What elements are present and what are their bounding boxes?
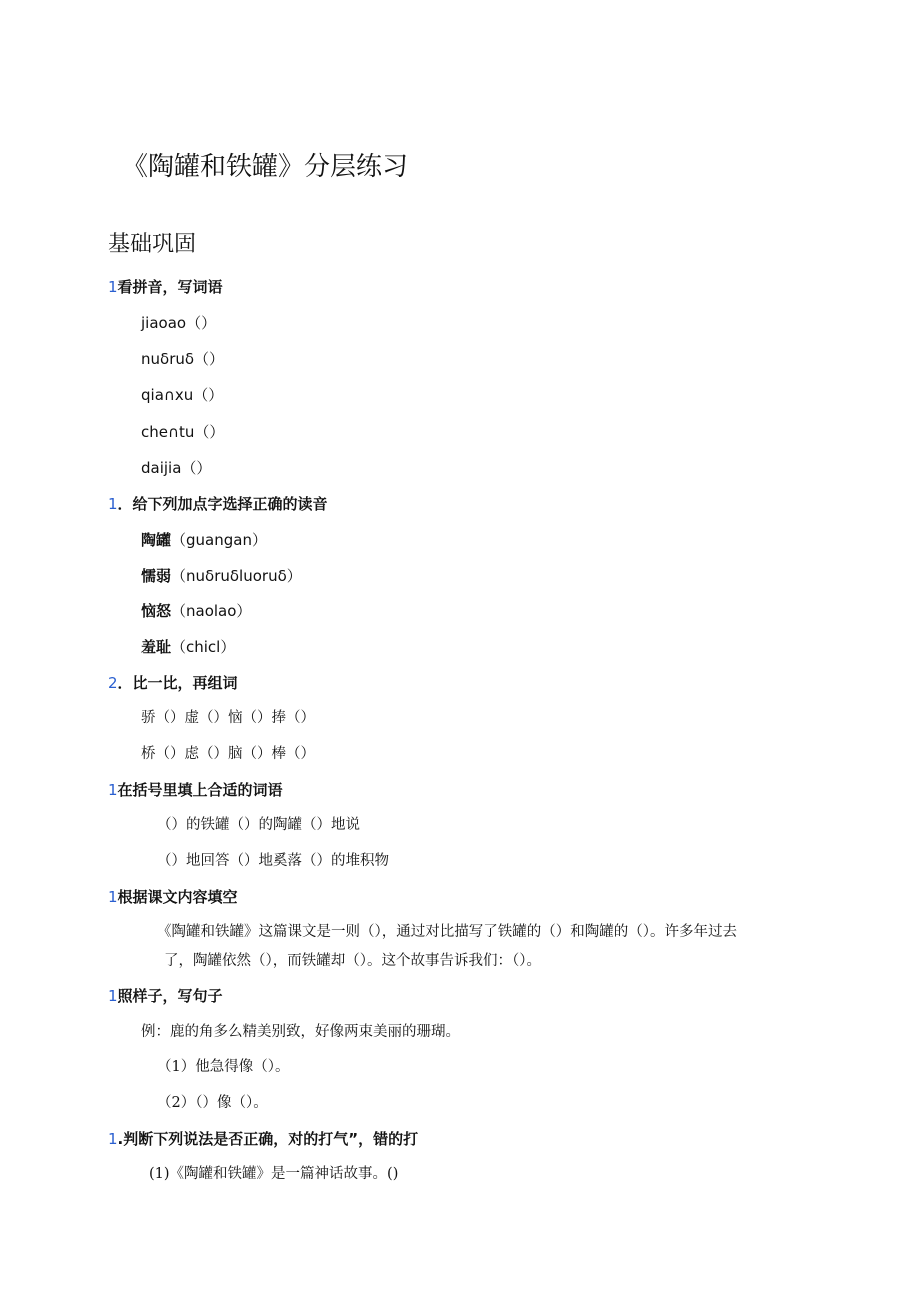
example-sentence: 例：鹿的角多么精美别致，好像两束美丽的珊瑚。	[141, 1024, 460, 1040]
reading-word: 恼怒	[141, 602, 172, 620]
pinyin-item: jiaoao（）	[141, 314, 217, 332]
question-number: 2	[108, 674, 118, 692]
reading-word: 羞耻	[141, 638, 172, 656]
reading-word: 懦弱	[141, 567, 172, 585]
sentence-item: （2）（）像（）。	[157, 1095, 268, 1111]
reading-options: （guangan）	[171, 531, 267, 549]
question-5-title	[108, 887, 238, 907]
reading-item	[141, 530, 267, 550]
pinyin-item: nuδruδ（）	[141, 350, 225, 368]
question-number: 1	[108, 278, 118, 296]
pinyin-item: daijia（）	[141, 459, 212, 477]
passage-line: 了，陶罐依然（），而铁罐却（）。这个故事告诉我们：（）。	[164, 953, 541, 969]
question-text: ．比一比，再组词	[117, 674, 238, 692]
reading-item	[141, 601, 251, 621]
question-number: 1	[108, 987, 118, 1005]
fill-row: （）的铁罐（）的陶罐（）地说	[157, 817, 360, 833]
question-text: ．给下列加点字选择正确的读音	[117, 495, 328, 513]
reading-item	[141, 566, 302, 586]
pinyin-item: che∩tu（）	[141, 423, 225, 441]
pinyin-item: qia∩xu（）	[141, 386, 224, 404]
judge-item: (1)《陶罐和铁罐》是一篇神话故事。()	[149, 1166, 399, 1182]
reading-options: （chicl）	[171, 638, 236, 656]
reading-options: （naolao）	[171, 602, 252, 620]
question-text: 照样子，写句子	[117, 987, 223, 1005]
question-2-title	[108, 494, 328, 514]
question-number: 1	[108, 1130, 118, 1148]
compare-row: 骄（）虚（）恼（）捧（）	[141, 710, 315, 726]
question-text: 看拼音，写词语	[117, 278, 223, 296]
question-number: 1	[108, 888, 118, 906]
compare-row: 桥（）虑（）脑（）棒（）	[141, 746, 315, 762]
question-text: 在括号里填上合适的词语	[117, 781, 283, 799]
reading-item	[141, 637, 235, 657]
sentence-item: （1）他急得像（）。	[157, 1059, 290, 1075]
question-number: 1	[108, 495, 118, 513]
fill-row: （）地回答（）地奚落（）的堆积物	[157, 853, 389, 869]
section-heading: 基础巩固	[108, 232, 197, 257]
question-text: .判断下列说法是否正确，对的打气”，错的打	[117, 1130, 419, 1148]
question-number: 1	[108, 781, 118, 799]
reading-word: 陶罐	[141, 531, 172, 549]
passage-line: 《陶罐和铁罐》这篇课文是一则（），通过对比描写了铁罐的（）和陶罐的（）。许多年过去	[157, 924, 737, 940]
question-3-title	[108, 673, 238, 693]
question-1-title	[108, 277, 223, 297]
question-text: 根据课文内容填空	[117, 888, 238, 906]
reading-options: （nuδruδluoruδ）	[171, 567, 302, 585]
question-4-title	[108, 780, 283, 800]
question-7-title	[108, 1129, 418, 1149]
question-6-title	[108, 986, 223, 1006]
page-title: 《陶罐和铁罐》分层练习	[122, 152, 409, 182]
